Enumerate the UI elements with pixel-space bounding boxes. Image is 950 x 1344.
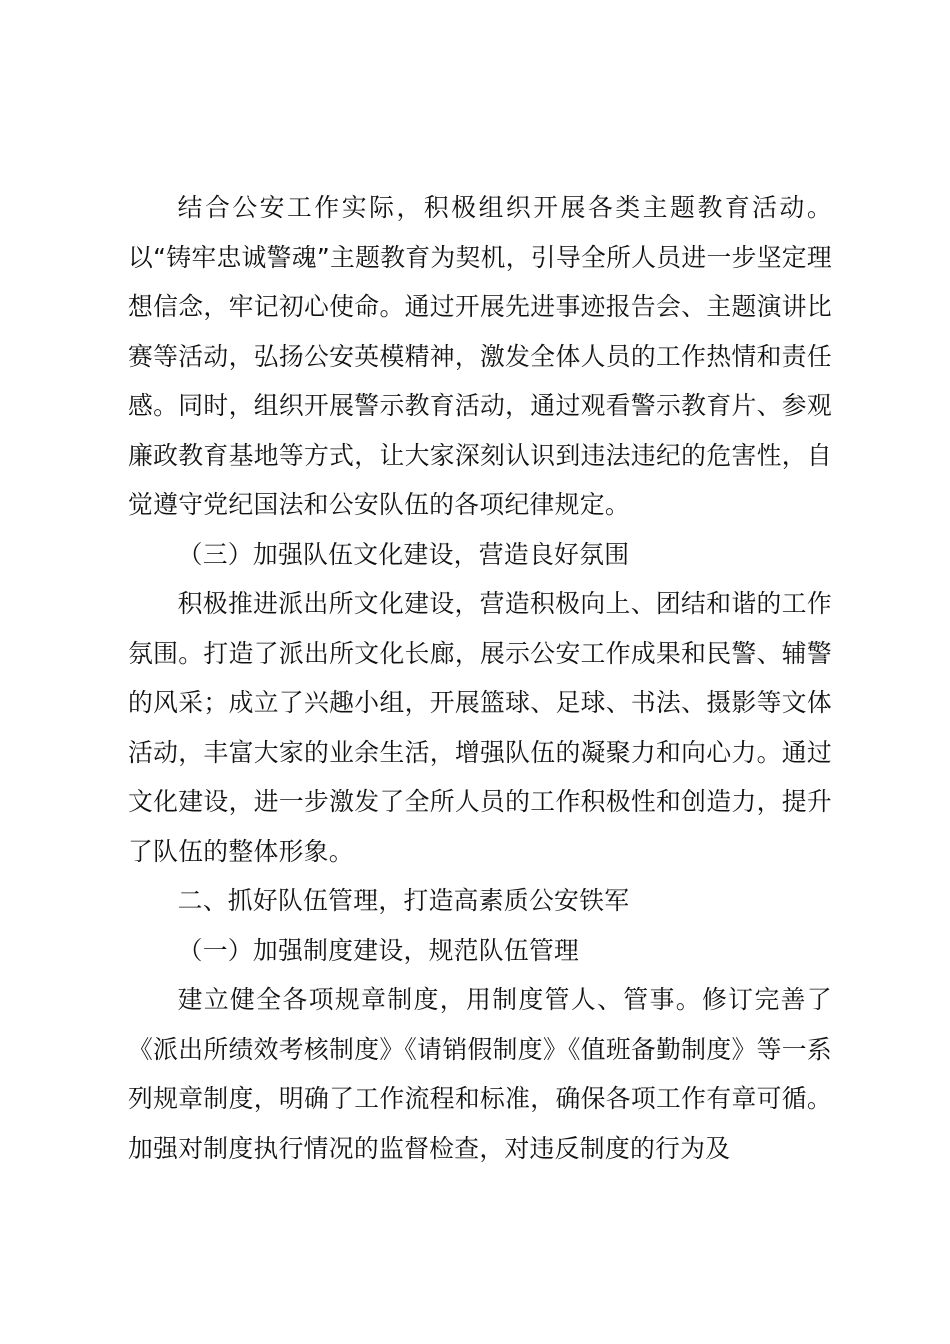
paragraph-rules-system: 建立健全各项规章制度，用制度管人、管事。修订完善了《派出所绩效考核制度》《请销假制度》《值班备勤制度》等一系列规章制度，明确了工作流程和标准，确保各项工作有章可循。加强对制度执行情况的监督检查，对违反制度的行为及: [128, 985, 832, 1163]
section-heading-rules: （一）加强制度建设，规范队伍管理: [177, 935, 580, 965]
chapter-heading-management: 二、抓好队伍管理，打造高素质公安铁军: [177, 886, 630, 915]
document-body: [128, 183, 832, 1173]
section-heading-culture: （三）加强队伍文化建设，营造良好氛围: [177, 539, 630, 569]
paragraph-theme-education: 结合公安工作实际，积极组织开展各类主题教育活动。以“铸牢忠诚警魂”主题教育为契机，引导全所人员进一步坚定理想信念，牢记初心使命。通过开展先进事迹报告会、主题演讲比赛等活动，弘扬公安英模精神，激发全体人员的工作热情和责任感。同时，组织开展警示教育活动，通过观看警示教育片、参观廉政教育基地等方式，让大家深刻认识到违法违纪的危害性，自觉遵守党纪国法和公安队伍的各项纪律规定。: [128, 193, 832, 519]
paragraph-culture-building: 积极推进派出所文化建设，营造积极向上、团结和谐的工作氛围。打造了派出所文化长廊，展示公安工作成果和民警、辅警的风采；成立了兴趣小组，开展篮球、足球、书法、摄影等文体活动，丰富大家的业余生活，增强队伍的凝聚力和向心力。通过文化建设，进一步激发了全所人员的工作积极性和创造力，提升了队伍的整体形象。: [128, 589, 832, 866]
